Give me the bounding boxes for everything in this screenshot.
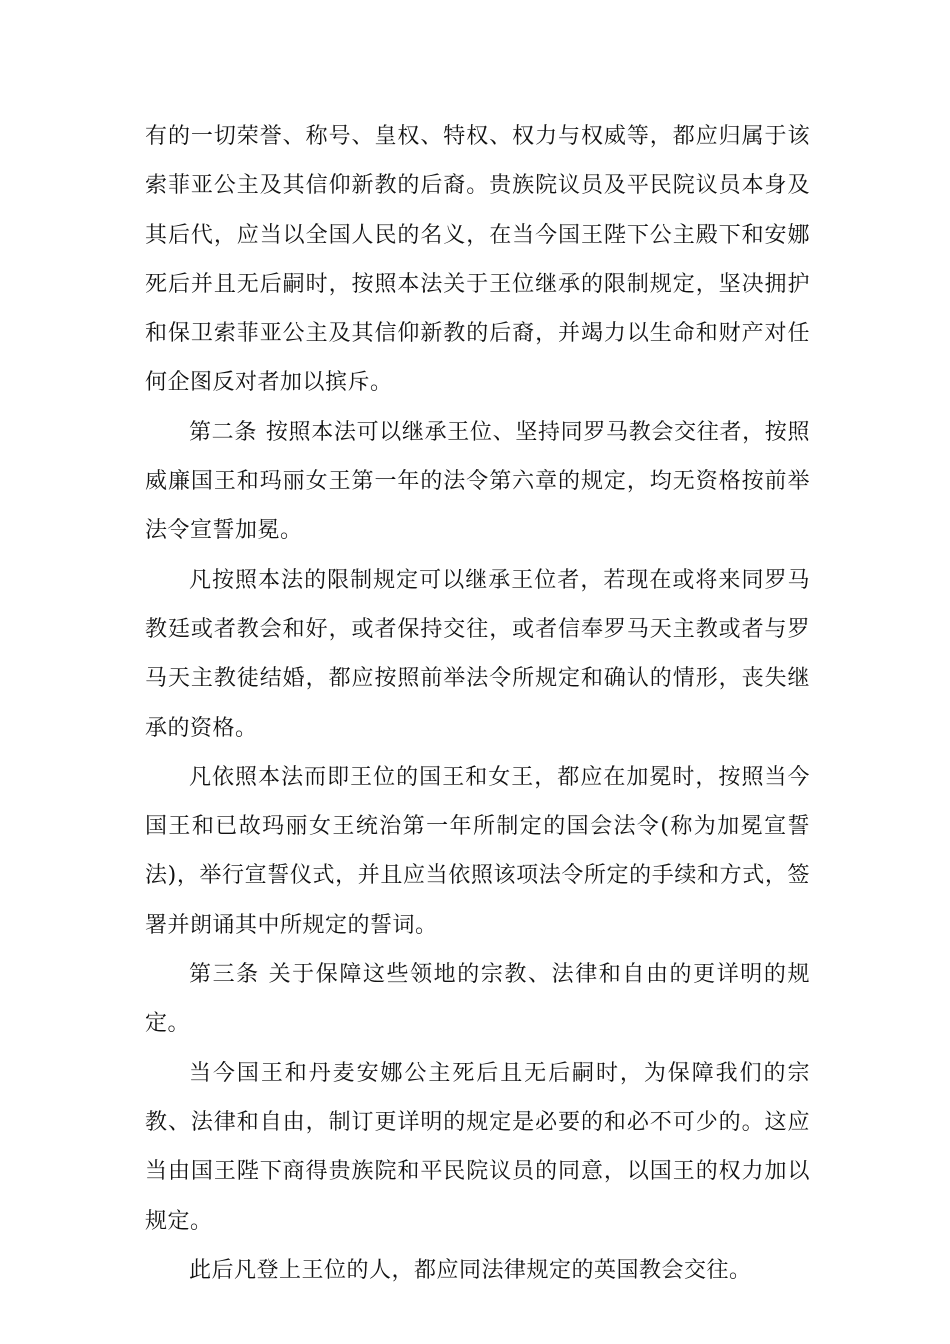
paragraph-article-3 <box>145 950 810 1049</box>
paragraph-continued <box>145 112 810 408</box>
paragraph-text: 凡依照本法而即王位的国王和女王，都应在加冕时，按照当今国王和已故玛丽女王统治第一年所制定的国会法令(称为加冕宣誓法)，举行宣誓仪式，并且应当依照该项法令所定的手续和方式，签署并朗诵其中所规定的誓词。 <box>145 764 810 938</box>
paragraph <box>145 1246 810 1295</box>
paragraph-text: 当今国王和丹麦安娜公主死后且无后嗣时，为保障我们的宗教、法律和自由，制订更详明的规定是必要的和必不可少的。这应当由国王陛下商得贵族院和平民院议员的同意，以国王的权力加以规定。 <box>145 1060 810 1234</box>
article-label: 第三条 <box>189 962 260 988</box>
document-body <box>145 112 810 1295</box>
paragraph-text: 关于保障这些领地的宗教、法律和自由的更详明的规定。 <box>145 962 810 1037</box>
paragraph <box>145 556 810 753</box>
paragraph-text: 有的一切荣誉、称号、皇权、特权、权力与权威等，都应归属于该索菲亚公主及其信仰新教的后裔。贵族院议员及平民院议员本身及其后代，应当以全国人民的名义，在当今国王陛下公主殿下和安娜死后并且无后嗣时，按照本法关于王位继承的限制规定，坚决拥护和保卫索菲亚公主及其信仰新教的后裔，并竭力以生命和财产对任何企图反对者加以摈斥。 <box>145 124 810 396</box>
paragraph <box>145 753 810 950</box>
paragraph <box>145 1049 810 1246</box>
article-label: 第二条 <box>189 419 258 445</box>
paragraph-text: 此后凡登上王位的人，都应同法律规定的英国教会交往。 <box>189 1257 752 1283</box>
paragraph-article-2 <box>145 408 810 556</box>
paragraph-text: 凡按照本法的限制规定可以继承王位者，若现在或将来同罗马教廷或者教会和好，或者保持交往，或者信奉罗马天主教或者与罗马天主教徒结婚，都应按照前举法令所规定和确认的情形，丧失继承的资格。 <box>145 567 810 741</box>
paragraph-text: 按照本法可以继承王位、坚持同罗马教会交往者，按照威廉国王和玛丽女王第一年的法令第六章的规定，均无资格按前举法令宣誓加冕。 <box>145 419 810 544</box>
